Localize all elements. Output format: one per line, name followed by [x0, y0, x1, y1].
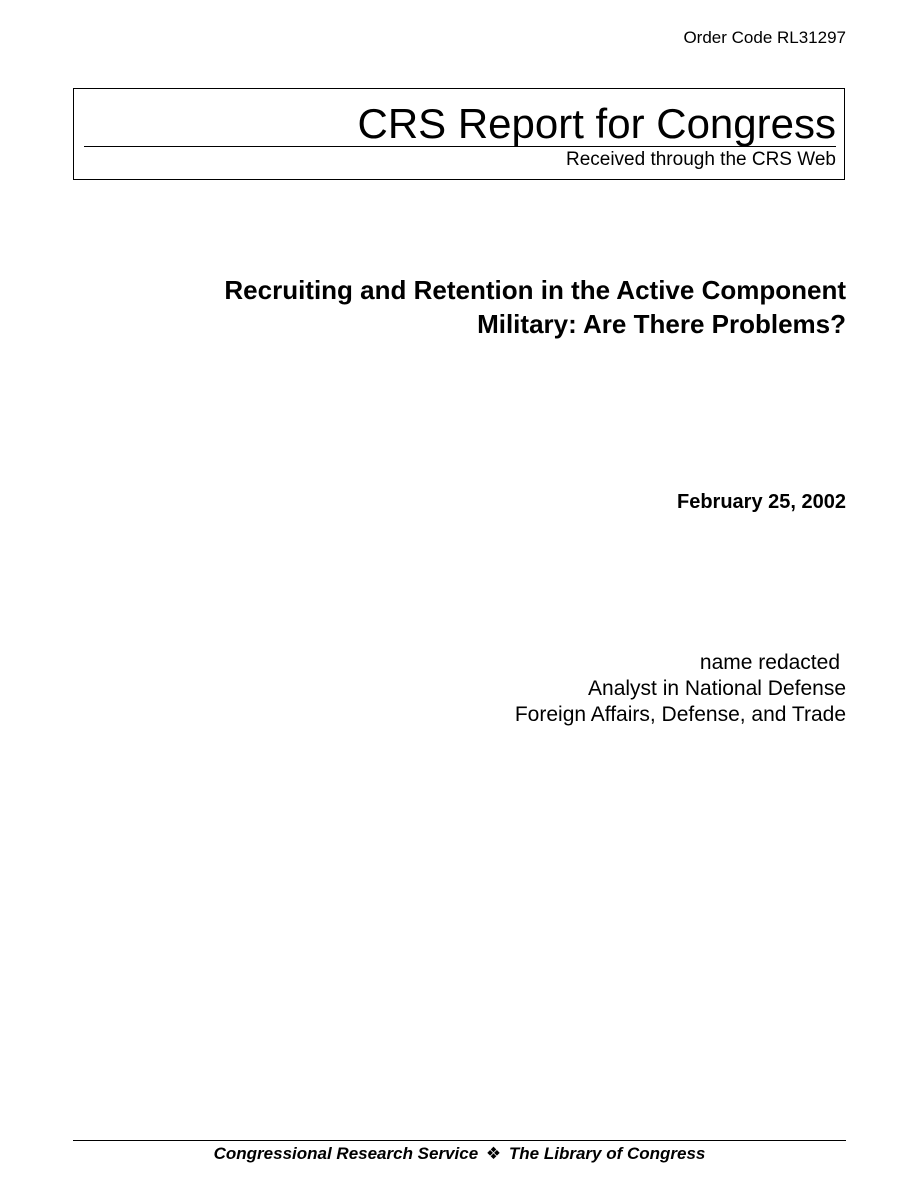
- footer-publisher: Congressional Research Service: [213, 1144, 479, 1163]
- author-block: [346, 650, 846, 728]
- footer-divider: [73, 1140, 846, 1141]
- author-division: Foreign Affairs, Defense, and Trade: [514, 703, 846, 726]
- document-title-line-2: Military: Are There Problems?: [477, 309, 846, 339]
- document-date: February 25, 2002: [677, 491, 846, 513]
- header-divider: [84, 146, 836, 147]
- order-code: Order Code RL31297: [683, 28, 846, 47]
- footer: [73, 1143, 846, 1165]
- report-series-title: CRS Report for Congress: [357, 100, 836, 147]
- author-position: Analyst in National Defense: [588, 677, 846, 700]
- received-note: Received through the CRS Web: [565, 149, 836, 170]
- footer-separator-icon: ❖: [485, 1144, 502, 1163]
- footer-library: The Library of Congress: [508, 1144, 706, 1163]
- document-title: [126, 273, 846, 341]
- author-name: name redacted: [699, 651, 840, 674]
- document-title-line-1: Recruiting and Retention in the Active Component: [224, 275, 846, 305]
